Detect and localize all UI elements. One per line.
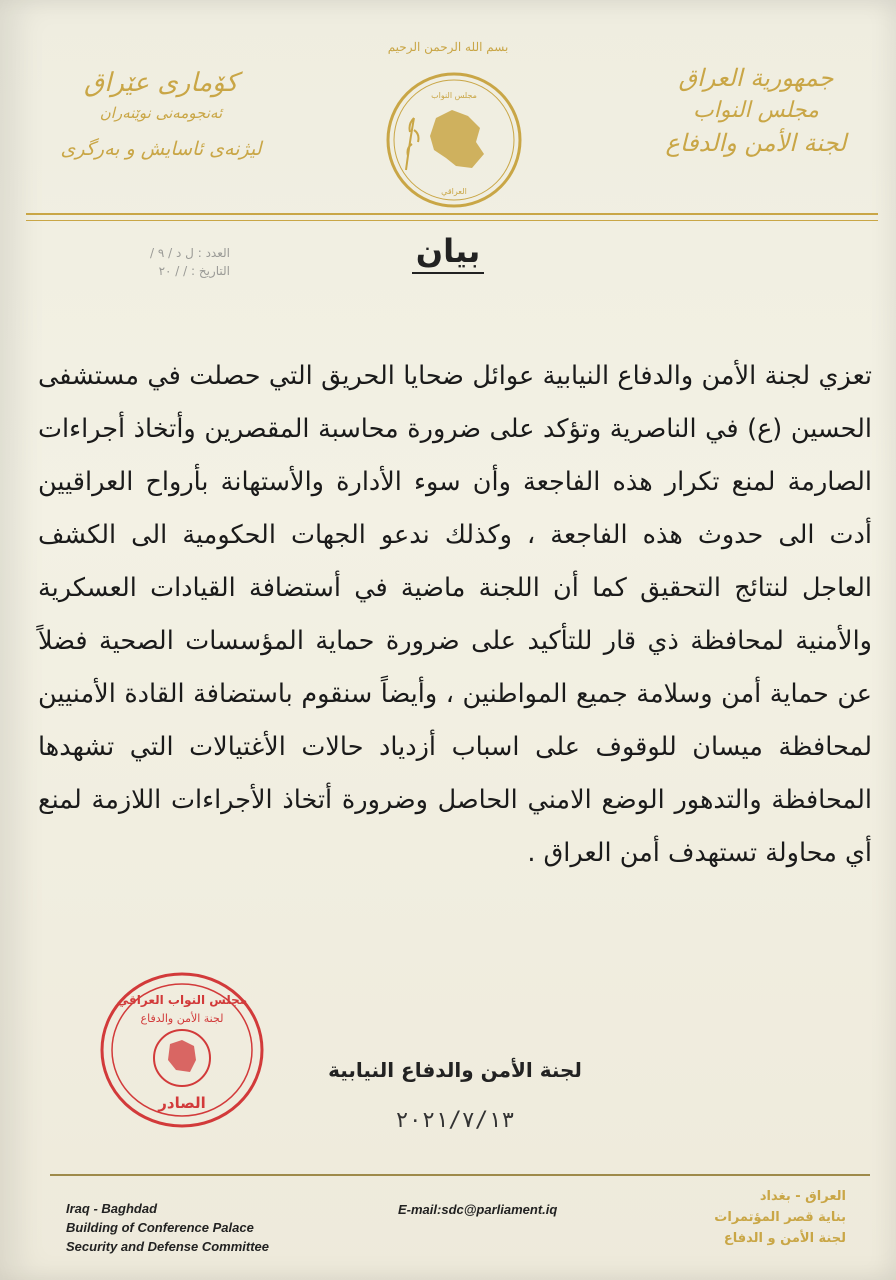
footer-building-arabic: بناية قصر المؤتمرات xyxy=(714,1210,846,1225)
letterhead-republic: جمهورية العراق xyxy=(678,64,834,92)
signature-date: ٢٠٢١/٧/١٣ xyxy=(395,1108,515,1133)
stamp-bottom-text: الصادر xyxy=(158,1094,206,1112)
footer-city-arabic: العراق - بغداد xyxy=(759,1189,846,1204)
footer-email[interactable]: E-mail:sdc@parliament.iq xyxy=(398,1202,558,1217)
footer-address-arabic xyxy=(666,1186,846,1249)
letterhead-kurdish-committee: لیژنەی ئاسایش و بەرگری xyxy=(60,138,262,160)
stamp-top-text: مجلس النواب العراقي xyxy=(116,993,248,1007)
footer-address-english xyxy=(66,1199,386,1256)
statement-title xyxy=(0,232,896,270)
letterhead-kurdish xyxy=(36,68,286,160)
footer-city: Iraq - Baghdad xyxy=(66,1201,158,1216)
statement-body: تعزي لجنة الأمن والدفاع النيابية عوائل ضحايا الحريق التي حصلت في مستشفى الحسين (ع) في الناصرية وتؤكد على ضرورة محاسبة المقصرين وأتخاذ أجراءات الصارمة لمنع تكرار هذه الفاجعة وأن سوء الأدارة والأستهانة بأرواح العراقيين أدت الى حدوث هذه الفاجعة ، وكذلك ندعو الجهات الحكومية الى الكشف العاجل لنتائج التحقيق كما أن اللجنة ماضية في أستضافة القيادات العسكرية والأمنية لمحافظة ذي قار للتأكيد على ضرورة حماية المؤسسات الصحية فضلاً عن حماية أمن وسلامة جميع المواطنين ، وأيضاً سنقوم باستضافة القادة الأمنيين لمحافظة ميسان للوقوف على اسباب أزدياد حالات الأغتيالات التي تشهدها المحافظة والتدهور الوضع الامني الحاصل وضرورة أتخاذ الأجراءات اللازمة لمنع أي محاولة تستهدف أمن العراق . xyxy=(38,361,872,868)
basmala: بسم الله الرحمن الرحيم xyxy=(387,40,509,54)
reference-number: العدد : ل د / ٩ / xyxy=(150,246,230,260)
header-divider-thin xyxy=(26,220,878,221)
letterhead-arabic xyxy=(646,58,866,163)
emblem-bottom-text: العراقي xyxy=(441,187,467,196)
signing-committee: لجنة الأمن والدفاع النيابية xyxy=(328,1058,582,1082)
emblem-top-text: مجلس النواب xyxy=(431,91,477,100)
statement-title-text: بيان xyxy=(412,232,484,274)
letterhead-kurdish-republic: كۆماری عێراق xyxy=(84,68,238,98)
parliament-emblem-icon xyxy=(384,70,524,210)
footer-committee-arabic: لجنة الأمن و الدفاع xyxy=(723,1231,846,1246)
footer-divider xyxy=(50,1174,870,1176)
footer-building: Building of Conference Palace xyxy=(66,1220,254,1235)
header-divider xyxy=(26,213,878,215)
letterhead-kurdish-parliament: ئەنجومەنی نوێنەران xyxy=(99,104,223,122)
letterhead-parliament: مجلس النواب xyxy=(693,98,819,123)
stamp-middle-text: لجنة الأمن والدفاع xyxy=(140,1012,224,1025)
reference-date: التاريخ : / / ٢٠ xyxy=(158,264,230,278)
letterhead-committee: لجنة الأمن والدفاع xyxy=(665,129,847,157)
official-stamp-icon xyxy=(98,970,266,1130)
footer-committee: Security and Defense Committee xyxy=(66,1239,270,1254)
